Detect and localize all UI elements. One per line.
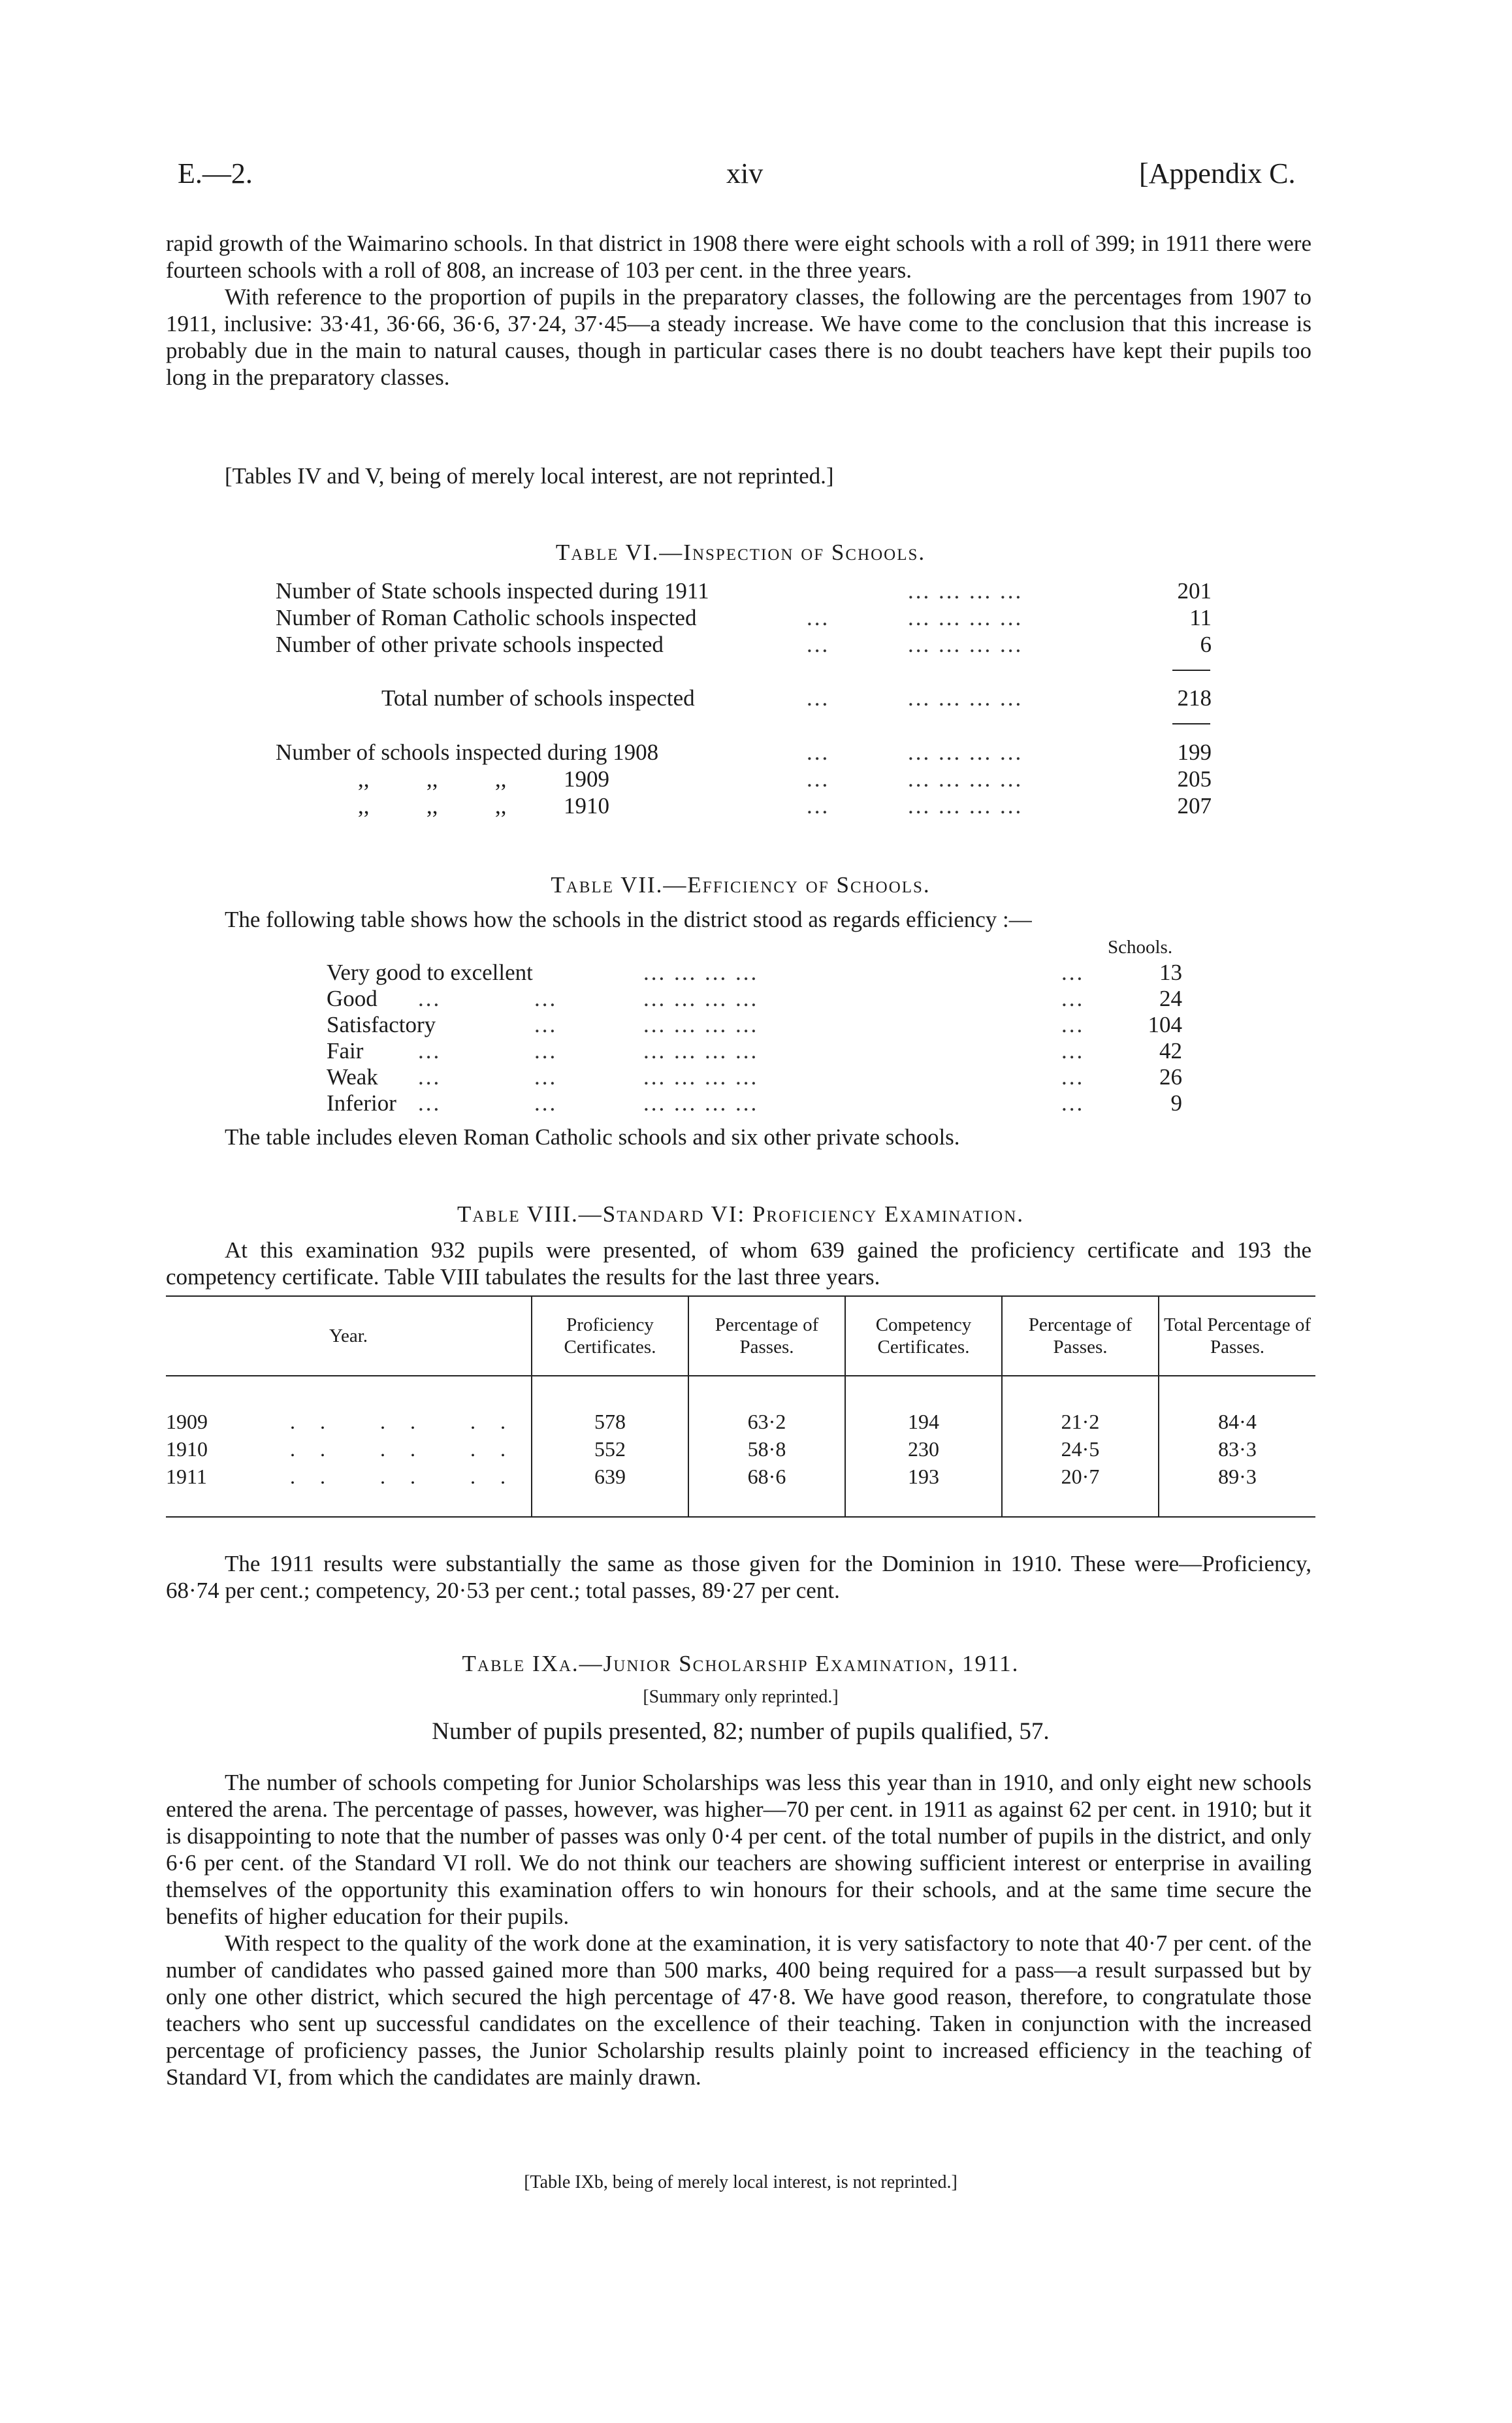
leader-dots: ... bbox=[1061, 960, 1085, 985]
leader-dots: ... bbox=[807, 766, 830, 792]
total-pct-cell: 89·3 bbox=[1159, 1463, 1315, 1517]
table9a-summary: Number of pupils presented, 82; number of pupils qualified, 57. bbox=[432, 1718, 1050, 1745]
leader-dots: ... ... ... ... bbox=[908, 605, 1023, 630]
proficiency-table bbox=[166, 1295, 1315, 1518]
leader-dots: ... ... ... ... bbox=[643, 986, 759, 1011]
leader-dots: ... bbox=[418, 1038, 442, 1064]
total-pct-cell: 83·3 bbox=[1159, 1435, 1315, 1463]
table7-row-value: 24 bbox=[1159, 986, 1182, 1011]
comp-pct-cell: 21·2 bbox=[1002, 1376, 1159, 1435]
year-value: 1911 bbox=[166, 1464, 207, 1488]
competency-cell: 193 bbox=[845, 1463, 1002, 1517]
table7-title: Table VII.—Efficiency of Schools. bbox=[551, 872, 931, 898]
table7-intro: The following table shows how the schools in the district stood as regards efficiency :— bbox=[225, 907, 1032, 932]
table6-row-label: Number of State schools inspected during 1911 bbox=[276, 578, 709, 604]
table8-footer: The 1911 results were substantially the same as those given for the Dominion in 1910. These were—Proficiency, 68·74 per cent.; competency, 20·53 per cent.; total passes, 89·27 per cent. bbox=[166, 1551, 1311, 1603]
table7-row-label: Inferior bbox=[327, 1090, 396, 1116]
intro-paragraph: With reference to the proportion of pupils in the preparatory classes, the following are the percentages from 1907 to 1911, inclusive: 33·41, 36·66, 36·6, 37·24, 37·45—a steady increase. We have come to the conclusion that this increase is probably due in the main to natural causes, though in particular cases there is no doubt teachers have kept their pupils too long in the preparatory classes. bbox=[166, 284, 1311, 390]
leader-dots: .. .. .. bbox=[290, 1464, 530, 1488]
col-header: Percentage of Passes. bbox=[688, 1296, 845, 1376]
leader-dots: ... bbox=[534, 1090, 558, 1116]
year-cell bbox=[166, 1376, 532, 1435]
table6-row-label: Number of other private schools inspected bbox=[276, 632, 664, 657]
table6-title: Table VI.—Inspection of Schools. bbox=[555, 540, 926, 565]
table7-footer: The table includes eleven Roman Catholic schools and six other private schools. bbox=[225, 1124, 960, 1150]
comp-pct-cell: 20·7 bbox=[1002, 1463, 1159, 1517]
col-header: Competency Certificates. bbox=[845, 1296, 1002, 1376]
intro-paragraph: rapid growth of the Waimarino schools. In that district in 1908 there were eight schools with a roll of 399; in 1911 there were fourteen schools with a roll of 808, an increase of 103 per cent. in the three years. bbox=[166, 231, 1311, 283]
col-header: Total Percentage of Passes. bbox=[1159, 1296, 1315, 1376]
leader-dots: ... bbox=[807, 793, 830, 819]
table6-total-label: Total number of schools inspected bbox=[381, 685, 695, 711]
table7-row-value: 26 bbox=[1159, 1064, 1182, 1090]
leader-dots: ... bbox=[534, 1038, 558, 1064]
proficiency-cell: 552 bbox=[532, 1435, 688, 1463]
competency-cell: 194 bbox=[845, 1376, 1002, 1435]
year-cell bbox=[166, 1463, 532, 1517]
table7-row-value: 42 bbox=[1159, 1038, 1182, 1064]
table9a-text bbox=[166, 1769, 1311, 2090]
leader-dots: ... bbox=[1061, 1012, 1085, 1037]
table9a-paragraph: The number of schools competing for Junior Scholarships was less this year than in 1910, and only eight new schools entered the arena. The percentage of passes, however, was higher—70 per cent. in 1911 as against 62 per cent. in 1910; but it is disappointing to note that the number of passes was only 0·4 per cent. of the total number of pupils in the district, and only 6·6 per cent. of the Standard VI roll. We do not think our teachers are showing sufficient interest or enterprise in availing themselves of the opportunity this examination offers to win honours for their schools, and at the same time secure the benefits of higher education for their pupils. bbox=[166, 1770, 1311, 1929]
leader-dots: ... bbox=[534, 1012, 558, 1037]
leader-dots: ... ... ... ... bbox=[908, 685, 1023, 711]
page-number: xiv bbox=[726, 157, 764, 189]
table-row bbox=[166, 1463, 1315, 1517]
table8-title: Table VIII.—Standard VI: Proficiency Examination. bbox=[457, 1201, 1025, 1227]
table6-prev-label: Number of schools inspected during 1908 bbox=[276, 740, 659, 765]
table6-prev-value: 205 bbox=[1177, 766, 1212, 792]
competency-cell: 230 bbox=[845, 1435, 1002, 1463]
leader-dots: ... ... ... ... bbox=[908, 740, 1023, 765]
col-header: Proficiency Certificates. bbox=[532, 1296, 688, 1376]
leader-dots: ... ... ... ... bbox=[643, 1064, 759, 1090]
intro-text bbox=[166, 230, 1311, 391]
leader-dots: ... ... ... ... bbox=[643, 960, 759, 985]
table7-row-label: Weak bbox=[327, 1064, 378, 1090]
table6-row-value: 201 bbox=[1177, 578, 1212, 604]
table8-intro: At this examination 932 pupils were presented, of whom 639 gained the proficiency certificate and 193 the competency certificate. Table VIII tabulates the results for the last three years. bbox=[166, 1237, 1311, 1290]
leader-dots: .. .. .. bbox=[290, 1437, 530, 1461]
leader-dots: ... ... ... ... bbox=[908, 766, 1023, 792]
leader-dots: ... bbox=[534, 986, 558, 1011]
table7-row-value: 9 bbox=[1170, 1090, 1182, 1116]
leader-dots: ... bbox=[807, 685, 830, 711]
appendix-label: [Appendix C. bbox=[1139, 157, 1296, 189]
leader-dots: ... ... ... ... bbox=[908, 793, 1023, 819]
table7-column-header: Schools. bbox=[1108, 937, 1173, 958]
leader-dots: ... bbox=[807, 740, 830, 765]
leader-dots: ... ... ... ... bbox=[908, 578, 1023, 604]
table-row bbox=[166, 1435, 1315, 1463]
leader-dots: ... ... ... ... bbox=[908, 632, 1023, 657]
table-header-row bbox=[166, 1296, 1315, 1376]
table7-row-label: Satisfactory bbox=[327, 1012, 436, 1037]
table6-row-value: 6 bbox=[1200, 632, 1212, 657]
leader-dots: ... bbox=[418, 986, 442, 1011]
table7-row-value: 104 bbox=[1148, 1012, 1182, 1037]
table7-row-value: 13 bbox=[1159, 960, 1182, 985]
col-header: Percentage of Passes. bbox=[1002, 1296, 1159, 1376]
col-header: Year. bbox=[329, 1325, 368, 1346]
prof-pct-cell: 63·2 bbox=[688, 1376, 845, 1435]
leader-dots: ... bbox=[1061, 1090, 1085, 1116]
leader-dots: ... bbox=[1061, 1038, 1085, 1064]
sum-rule bbox=[1172, 670, 1210, 671]
proficiency-cell: 578 bbox=[532, 1376, 688, 1435]
leader-dots: ... bbox=[418, 1064, 442, 1090]
table7-row-label: Good bbox=[327, 986, 378, 1011]
leader-dots: ... ... ... ... bbox=[643, 1012, 759, 1037]
year-cell bbox=[166, 1435, 532, 1463]
leader-dots: ... bbox=[1061, 986, 1085, 1011]
leader-dots: ... bbox=[534, 1064, 558, 1090]
year-value: 1910 bbox=[166, 1437, 208, 1461]
comp-pct-cell: 24·5 bbox=[1002, 1435, 1159, 1463]
tables-iv-v-note: [Tables IV and V, being of merely local interest, are not reprinted.] bbox=[225, 463, 834, 489]
table6-prev-value: 207 bbox=[1177, 793, 1212, 819]
table6-row-value: 11 bbox=[1189, 605, 1212, 630]
table6-prev-label: ,, ,, ,, 1910 bbox=[358, 793, 609, 819]
leader-dots: ... bbox=[1061, 1064, 1085, 1090]
table6-row-label: Number of Roman Catholic schools inspected bbox=[276, 605, 697, 630]
proficiency-cell: 639 bbox=[532, 1463, 688, 1517]
prof-pct-cell: 68·6 bbox=[688, 1463, 845, 1517]
sum-rule bbox=[1172, 723, 1210, 724]
table9a-title: Table IXa.—Junior Scholarship Examination, 1911. bbox=[462, 1651, 1020, 1676]
leader-dots: ... bbox=[807, 632, 830, 657]
table9a-subtitle: [Summary only reprinted.] bbox=[643, 1687, 839, 1707]
page-ref: E.—2. bbox=[178, 157, 253, 189]
table9a-paragraph: With respect to the quality of the work done at the examination, it is very satisfactory to note that 40·7 per cent. of the number of candidates who passed gained more than 500 marks, 400 being required for a pass—a result surpassed but by only one other district, which secured the high percentage of 47·8. We have good reason, therefore, to congratulate those teachers who sent up successful candidates on the excellence of their teaching. Taken in conjunction with the increased percentage of proficiency passes, the Junior Scholarship results plainly point to increased efficiency in the teaching of Standard VI, from which the candidates are mainly drawn. bbox=[166, 1930, 1311, 2090]
table-row bbox=[166, 1376, 1315, 1435]
leader-dots: ... bbox=[807, 605, 830, 630]
leader-dots: .. .. .. bbox=[290, 1409, 530, 1433]
year-value: 1909 bbox=[166, 1409, 208, 1433]
table6-prev-label: ,, ,, ,, 1909 bbox=[358, 766, 609, 792]
table6-prev-value: 199 bbox=[1177, 740, 1212, 765]
table7-row-label: Very good to excellent bbox=[327, 960, 533, 985]
table9b-note: [Table IXb, being of merely local interest, is not reprinted.] bbox=[524, 2172, 957, 2192]
leader-dots: ... ... ... ... bbox=[643, 1090, 759, 1116]
prof-pct-cell: 58·8 bbox=[688, 1435, 845, 1463]
total-pct-cell: 84·4 bbox=[1159, 1376, 1315, 1435]
leader-dots: ... ... ... ... bbox=[643, 1038, 759, 1064]
table7-row-label: Fair bbox=[327, 1038, 364, 1064]
table6-total-value: 218 bbox=[1177, 685, 1212, 711]
leader-dots: ... bbox=[418, 1090, 442, 1116]
